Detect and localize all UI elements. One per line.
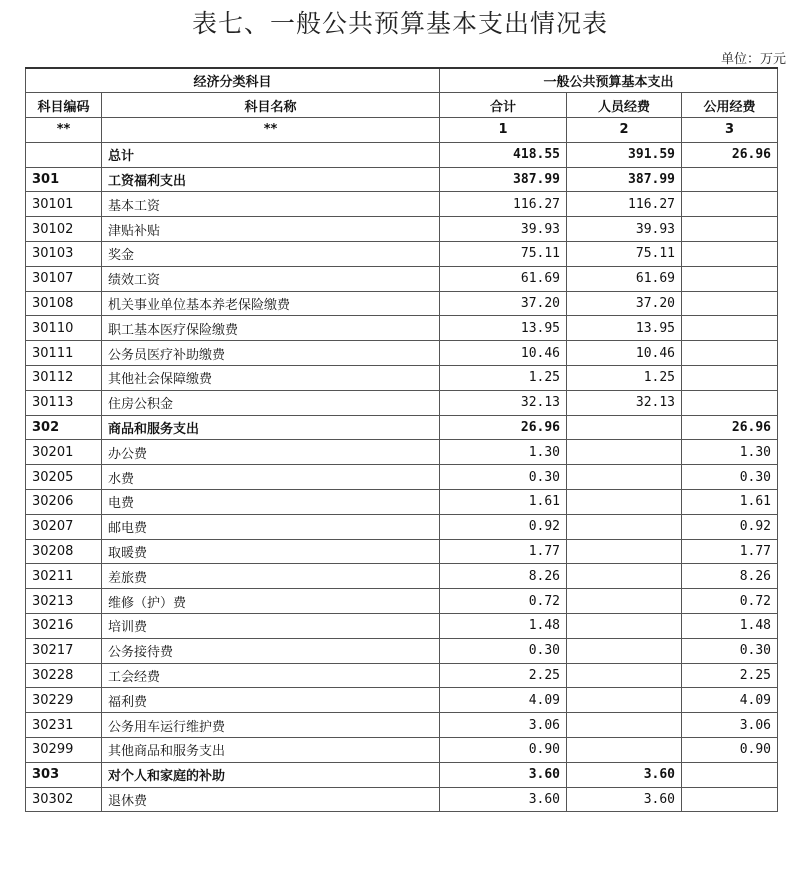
- table-row: [26, 589, 778, 614]
- row-name: 福利费: [102, 688, 440, 713]
- table-row: [26, 167, 778, 192]
- table-row: [26, 390, 778, 415]
- row-public: [682, 341, 778, 366]
- row-name: 机关事业单位基本养老保险缴费: [102, 291, 440, 316]
- row-name: 水费: [102, 465, 440, 490]
- public-header: 公用经费: [682, 93, 778, 118]
- table-row: [26, 762, 778, 787]
- row-personnel: 1.25: [567, 366, 682, 391]
- budget-basic-header: 一般公共预算基本支出: [440, 68, 778, 93]
- row-total: 418.55: [440, 142, 567, 167]
- row-public: 0.90: [682, 738, 778, 763]
- row-name: 奖金: [102, 242, 440, 267]
- row-total: 116.27: [440, 192, 567, 217]
- table-row: [26, 316, 778, 341]
- row-public: 1.77: [682, 539, 778, 564]
- table-row: [26, 688, 778, 713]
- row-personnel: [567, 638, 682, 663]
- row-personnel: [567, 663, 682, 688]
- row-public: 4.09: [682, 688, 778, 713]
- row-name: 津贴补贴: [102, 217, 440, 242]
- row-total: 0.92: [440, 514, 567, 539]
- row-personnel: 61.69: [567, 266, 682, 291]
- row-total: 3.60: [440, 762, 567, 787]
- index-2: 2: [567, 118, 682, 143]
- table-row: [26, 787, 778, 812]
- row-public: [682, 787, 778, 812]
- row-name: 电费: [102, 490, 440, 515]
- row-public: [682, 266, 778, 291]
- row-code: 30101: [26, 192, 102, 217]
- row-public: [682, 217, 778, 242]
- header-row-2: [26, 93, 778, 118]
- row-public: 1.61: [682, 490, 778, 515]
- row-public: [682, 167, 778, 192]
- row-total: 13.95: [440, 316, 567, 341]
- table-row: [26, 242, 778, 267]
- row-code: 30108: [26, 291, 102, 316]
- row-code: 30231: [26, 713, 102, 738]
- row-code: 30299: [26, 738, 102, 763]
- row-name: 商品和服务支出: [102, 415, 440, 440]
- table-row: [26, 192, 778, 217]
- row-total: 0.72: [440, 589, 567, 614]
- row-public: [682, 242, 778, 267]
- row-code: 30112: [26, 366, 102, 391]
- row-public: 0.30: [682, 465, 778, 490]
- row-personnel: 3.60: [567, 762, 682, 787]
- budget-table: [25, 67, 778, 812]
- row-code: 302: [26, 415, 102, 440]
- row-personnel: [567, 713, 682, 738]
- row-code: 30205: [26, 465, 102, 490]
- row-total: 0.30: [440, 638, 567, 663]
- table-row: [26, 142, 778, 167]
- unit-label: 单位：万元: [720, 52, 786, 67]
- table-row: [26, 465, 778, 490]
- row-public: [682, 316, 778, 341]
- row-public: [682, 762, 778, 787]
- table-row: [26, 539, 778, 564]
- row-total: 32.13: [440, 390, 567, 415]
- row-personnel: [567, 738, 682, 763]
- row-public: 0.92: [682, 514, 778, 539]
- row-total: 0.90: [440, 738, 567, 763]
- row-code: 30206: [26, 490, 102, 515]
- row-name: 基本工资: [102, 192, 440, 217]
- table-row: [26, 614, 778, 639]
- row-total: 2.25: [440, 663, 567, 688]
- row-total: 10.46: [440, 341, 567, 366]
- row-name: 总计: [102, 142, 440, 167]
- table-row: [26, 713, 778, 738]
- row-total: 1.30: [440, 440, 567, 465]
- row-name: 公务员医疗补助缴费: [102, 341, 440, 366]
- page-title: 表七、一般公共预算基本支出情况表: [191, 9, 608, 38]
- index-1: 1: [440, 118, 567, 143]
- name-header: 科目名称: [102, 93, 440, 118]
- row-code: 30217: [26, 638, 102, 663]
- personnel-header: 人员经费: [567, 93, 682, 118]
- row-personnel: [567, 589, 682, 614]
- row-public: 2.25: [682, 663, 778, 688]
- row-code: 30107: [26, 266, 102, 291]
- row-personnel: [567, 688, 682, 713]
- row-personnel: [567, 440, 682, 465]
- row-personnel: [567, 465, 682, 490]
- table-row: [26, 440, 778, 465]
- row-personnel: 13.95: [567, 316, 682, 341]
- row-personnel: 391.59: [567, 142, 682, 167]
- row-public: [682, 390, 778, 415]
- row-code: 30211: [26, 564, 102, 589]
- row-name: 公务用车运行维护费: [102, 713, 440, 738]
- row-code: 30216: [26, 614, 102, 639]
- row-total: 26.96: [440, 415, 567, 440]
- row-personnel: [567, 415, 682, 440]
- row-personnel: 3.60: [567, 787, 682, 812]
- row-personnel: [567, 614, 682, 639]
- row-total: 8.26: [440, 564, 567, 589]
- row-code: 30229: [26, 688, 102, 713]
- row-public: 26.96: [682, 142, 778, 167]
- row-name: 工资福利支出: [102, 167, 440, 192]
- row-total: 4.09: [440, 688, 567, 713]
- row-total: 39.93: [440, 217, 567, 242]
- row-code: 30228: [26, 663, 102, 688]
- row-code: 30208: [26, 539, 102, 564]
- row-code: 30213: [26, 589, 102, 614]
- row-code: 30102: [26, 217, 102, 242]
- row-public: 26.96: [682, 415, 778, 440]
- row-total: 0.30: [440, 465, 567, 490]
- table-row: [26, 490, 778, 515]
- table-row: [26, 738, 778, 763]
- row-personnel: 75.11: [567, 242, 682, 267]
- econ-class-header: 经济分类科目: [26, 68, 440, 93]
- code-star: **: [26, 118, 102, 143]
- row-code: 30111: [26, 341, 102, 366]
- row-total: 75.11: [440, 242, 567, 267]
- row-name: 绩效工资: [102, 266, 440, 291]
- row-total: 1.48: [440, 614, 567, 639]
- row-code: 30302: [26, 787, 102, 812]
- table-row: [26, 638, 778, 663]
- row-total: 3.06: [440, 713, 567, 738]
- row-name: 差旅费: [102, 564, 440, 589]
- table-row: [26, 514, 778, 539]
- row-public: [682, 192, 778, 217]
- header-row-3: [26, 118, 778, 143]
- row-personnel: [567, 490, 682, 515]
- row-name: 退休费: [102, 787, 440, 812]
- row-name: 职工基本医疗保险缴费: [102, 316, 440, 341]
- row-name: 办公费: [102, 440, 440, 465]
- row-personnel: 32.13: [567, 390, 682, 415]
- row-public: [682, 366, 778, 391]
- table-row: [26, 366, 778, 391]
- row-name: 其他社会保障缴费: [102, 366, 440, 391]
- header-row-1: [26, 68, 778, 93]
- row-personnel: 387.99: [567, 167, 682, 192]
- table-row: [26, 564, 778, 589]
- code-header: 科目编码: [26, 93, 102, 118]
- row-public: 0.72: [682, 589, 778, 614]
- row-personnel: 37.20: [567, 291, 682, 316]
- row-total: 37.20: [440, 291, 567, 316]
- row-total: 1.61: [440, 490, 567, 515]
- row-public: 8.26: [682, 564, 778, 589]
- table-row: [26, 291, 778, 316]
- row-name: 对个人和家庭的补助: [102, 762, 440, 787]
- row-code: [26, 142, 102, 167]
- row-personnel: [567, 514, 682, 539]
- row-name: 工会经费: [102, 663, 440, 688]
- row-name: 住房公积金: [102, 390, 440, 415]
- row-public: 1.30: [682, 440, 778, 465]
- table-row: [26, 266, 778, 291]
- row-code: 30113: [26, 390, 102, 415]
- table-row: [26, 663, 778, 688]
- row-total: 61.69: [440, 266, 567, 291]
- row-personnel: 39.93: [567, 217, 682, 242]
- row-total: 1.77: [440, 539, 567, 564]
- row-personnel: 116.27: [567, 192, 682, 217]
- name-star: **: [102, 118, 440, 143]
- row-public: 3.06: [682, 713, 778, 738]
- row-personnel: [567, 539, 682, 564]
- row-total: 387.99: [440, 167, 567, 192]
- row-public: 1.48: [682, 614, 778, 639]
- row-code: 30207: [26, 514, 102, 539]
- row-public: 0.30: [682, 638, 778, 663]
- row-personnel: [567, 564, 682, 589]
- row-name: 邮电费: [102, 514, 440, 539]
- total-header: 合计: [440, 93, 567, 118]
- row-code: 301: [26, 167, 102, 192]
- row-name: 取暖费: [102, 539, 440, 564]
- row-total: 1.25: [440, 366, 567, 391]
- row-total: 3.60: [440, 787, 567, 812]
- row-public: [682, 291, 778, 316]
- row-code: 303: [26, 762, 102, 787]
- row-code: 30110: [26, 316, 102, 341]
- row-name: 维修（护）费: [102, 589, 440, 614]
- table-row: [26, 341, 778, 366]
- row-personnel: 10.46: [567, 341, 682, 366]
- row-code: 30103: [26, 242, 102, 267]
- row-name: 公务接待费: [102, 638, 440, 663]
- row-name: 培训费: [102, 614, 440, 639]
- index-3: 3: [682, 118, 778, 143]
- table-row: [26, 415, 778, 440]
- row-name: 其他商品和服务支出: [102, 738, 440, 763]
- row-code: 30201: [26, 440, 102, 465]
- table-row: [26, 217, 778, 242]
